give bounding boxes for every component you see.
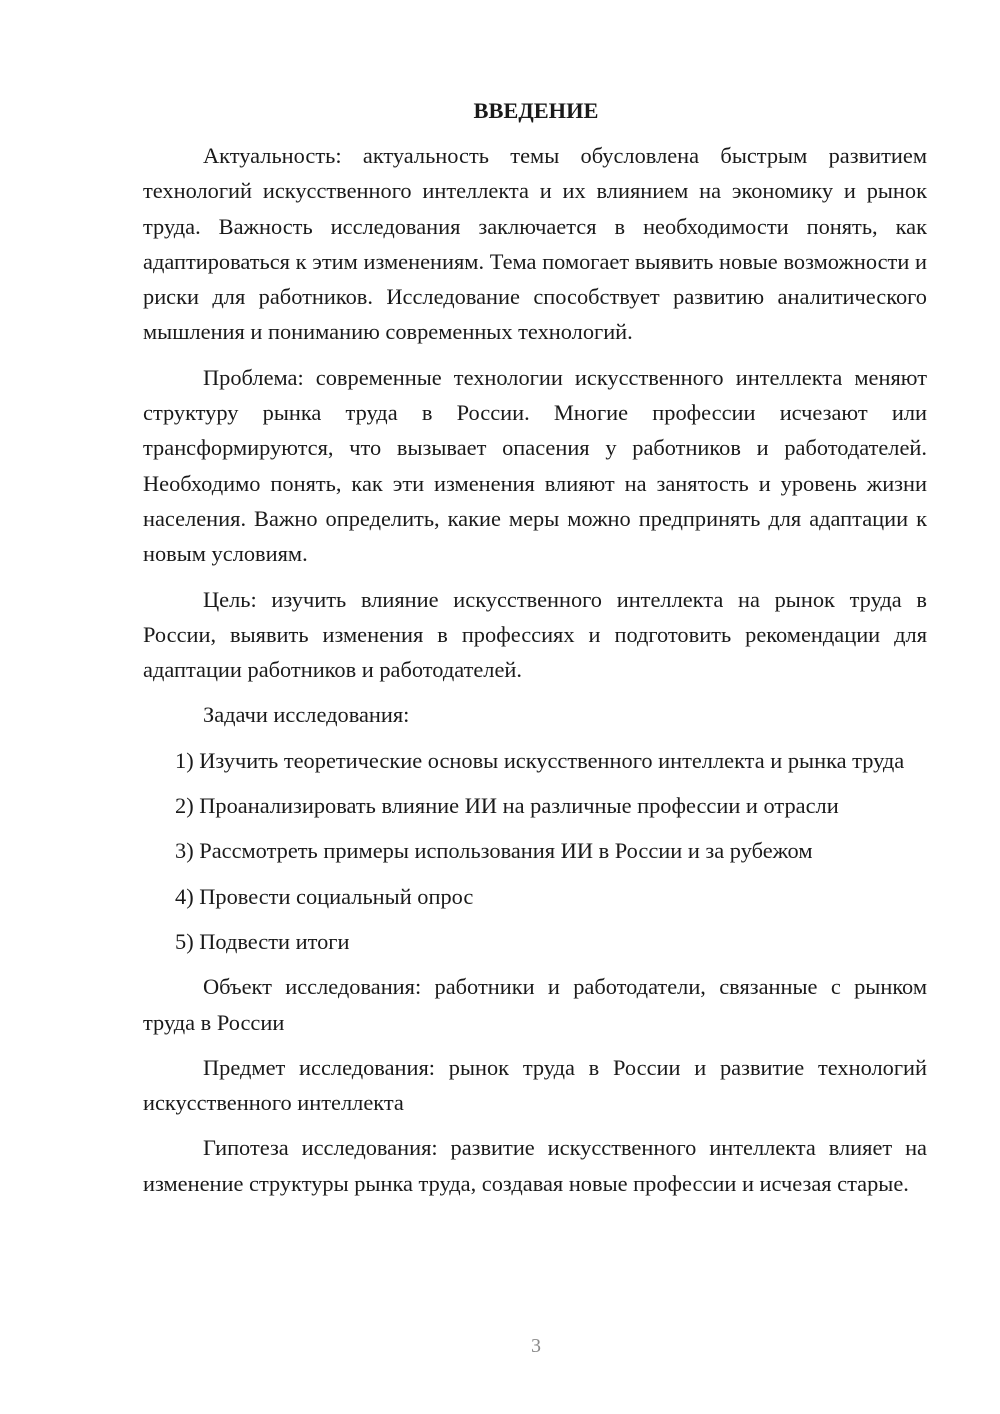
task-item-2: 2) Проанализировать влияние ИИ на различные профессии и отрасли <box>175 793 839 819</box>
task-item-5: 5) Подвести итоги <box>175 928 350 954</box>
page-content <box>143 96 927 1201</box>
page-number: 3 <box>531 1335 541 1357</box>
task-item-1: 1) Изучить теоретические основы искусственного интеллекта и рынка труда <box>175 747 905 773</box>
problem-paragraph: Проблема: современные технологии искусственного интеллекта меняют структуру рынка труда в России. Многие профессии исчезают или трансформируются, что вызывает опасения у работников и работодателей. Необходимо понять, как эти изменения влияют на занятость и уровень жизни населения. Важно определить, какие меры можно предпринять для адаптации к новым условиям. <box>143 364 927 567</box>
task-item-4: 4) Провести социальный опрос <box>175 883 474 909</box>
relevance-paragraph: Актуальность: актуальность темы обусловлена быстрым развитием технологий искусственного интеллекта и их влиянием на экономику и рынок труда. Важность исследования заключается в необходимости понять, как адаптироваться к этим изменениям. Тема помогает выявить новые возможности и риски для работников. Исследование способствует развитию аналитического мышления и пониманию современных технологий. <box>143 143 927 345</box>
hypothesis-paragraph: Гипотеза исследования: развитие искусственного интеллекта влияет на изменение структуры рынка труда, создавая новые профессии и исчезая старые. <box>143 1135 927 1196</box>
goal-paragraph: Цель: изучить влияние искусственного интеллекта на рынок труда в России, выявить изменения в профессиях и подготовить рекомендации для адаптации работников и работодателей. <box>143 586 927 683</box>
object-paragraph: Объект исследования: работники и работодатели, связанные с рынком труда в России <box>143 974 927 1035</box>
page-title: ВВЕДЕНИЕ <box>473 98 599 123</box>
subject-paragraph: Предмет исследования: рынок труда в России и развитие технологий искусственного интеллекта <box>143 1054 927 1116</box>
task-item-3: 3) Рассмотреть примеры использования ИИ в России и за рубежом <box>175 838 813 864</box>
tasks-heading: Задачи исследования: <box>203 702 410 728</box>
